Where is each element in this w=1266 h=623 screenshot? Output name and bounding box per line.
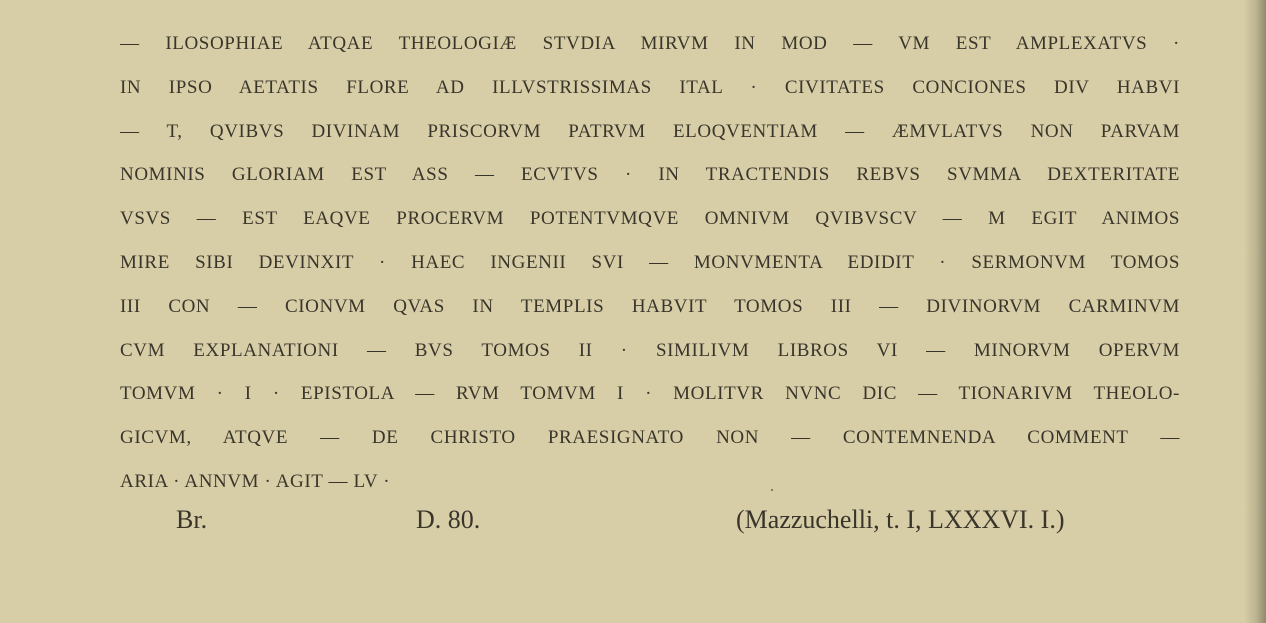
- inscription-line-10: GICVM, ATQVE — DE CHRISTO PRAESIGNATO NON — CONTEMNENDA COMMENT —: [120, 427, 1180, 449]
- footer-catalog-number: D. 80.: [416, 505, 481, 534]
- inscription-line-6: MIRE SIBI DEVINXIT · HAEC INGENII SVI — MONVMENTA EDIDIT · SERMONVM TOMOS: [120, 251, 1180, 273]
- inscription-line-11: ARIA · ANNVM · AGIT — LV ·: [120, 470, 391, 492]
- inscription-line-3: — T, QVIBVS DIVINAM PRISCORVM PATRVM ELOQVENTIAM — ÆMVLATVS NON PARVAM: [120, 120, 1180, 142]
- ink-speck: [771, 489, 773, 491]
- footer-reference: (Mazzuchelli, t. I, LXXXVI. I.): [736, 505, 1065, 534]
- latin-inscription: [120, 22, 1180, 504]
- footer-location: Br.: [176, 505, 208, 534]
- inscription-line-7: III CON — CIONVM QVAS IN TEMPLIS HABVIT TOMOS III — DIVINORVM CARMINVM: [120, 295, 1180, 317]
- inscription-line-8: CVM EXPLANATIONI — BVS TOMOS II · SIMILIVM LIBROS VI — MINORVM OPERVM: [120, 339, 1180, 361]
- inscription-line-2: IN IPSO AETATIS FLORE AD ILLVSTRISSIMAS ITAL · CIVITATES CONCIONES DIV HABVI: [120, 76, 1180, 98]
- inscription-line-4: NOMINIS GLORIAM EST ASS — ECVTVS · IN TRACTENDIS REBVS SVMMA DEXTERITATE: [120, 164, 1180, 186]
- inscription-line-5: VSVS — EST EAQVE PROCERVM POTENTVMQVE OMNIVM QVIBVSCV — M EGIT ANIMOS: [120, 208, 1180, 230]
- page-edge-shadow: [1244, 0, 1266, 623]
- footer-caption: [0, 500, 1266, 540]
- inscription-line-9: TOMVM · I · EPISTOLA — RVM TOMVM I · MOLITVR NVNC DIC — TIONARIVM THEOLO-: [120, 383, 1180, 405]
- inscription-line-1: — ILOSOPHIAE ATQAE THEOLOGIÆ STVDIA MIRVM IN MOD — VM EST AMPLEXATVS ·: [120, 33, 1180, 54]
